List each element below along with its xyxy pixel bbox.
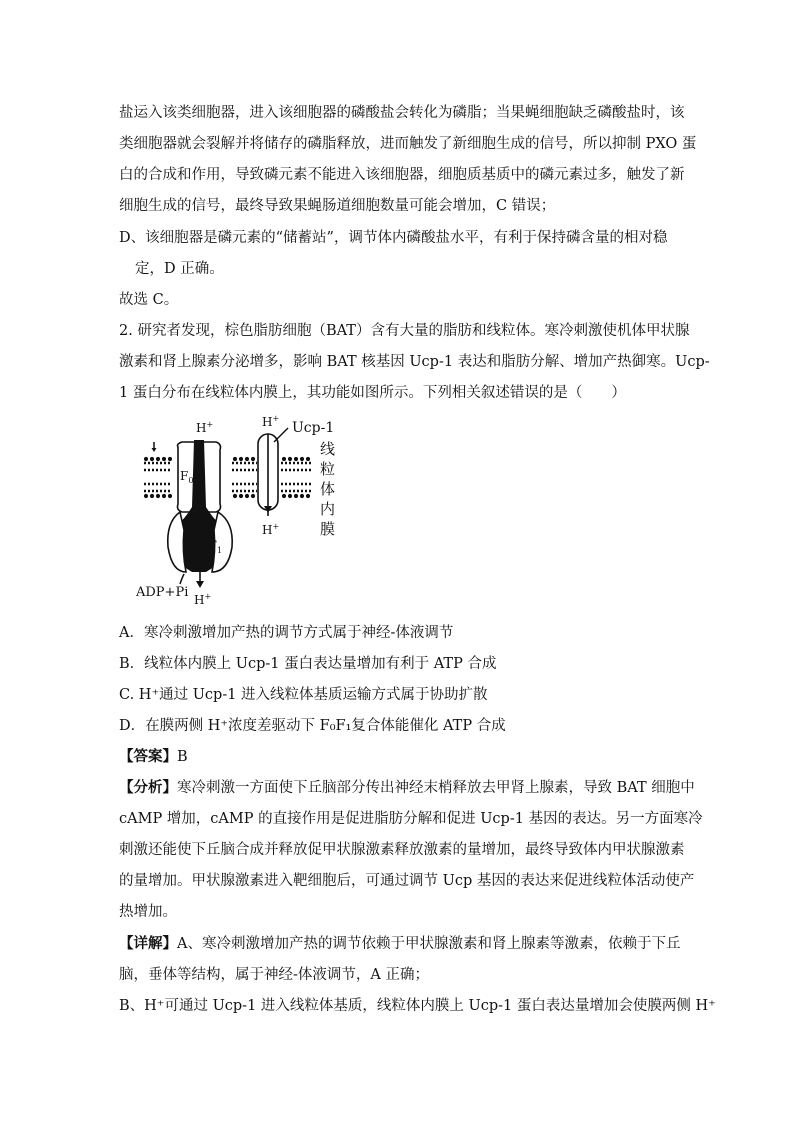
analysis-line-2: cAMP 增加，cAMP 的直接作用是促进脂肪分解和促进 Ucp-1 基因的表达。另一方面寒冷 bbox=[119, 811, 703, 827]
svg-text:体: 体 bbox=[320, 480, 336, 498]
analysis-line-4: 的量增加。甲状腺激素进入靶细胞后，可通过调节 Ucp 基因的表达来促进线粒体活动使产 bbox=[119, 873, 695, 889]
f0-label: $F_0$ bbox=[180, 469, 194, 485]
h-plus-bottom: H+ bbox=[194, 592, 212, 607]
option-a: A．寒冷刺激增加产热的调节方式属于神经-体液调节 bbox=[119, 625, 454, 641]
answer-tag: 【答案】 bbox=[119, 748, 177, 765]
para1-line-1: 盐运入该类细胞器，进入该细胞器的磷酸盐会转化为磷脂；当果蝇细胞缺乏磷酸盐时，该 bbox=[119, 105, 685, 121]
lipid-upper-right bbox=[281, 457, 312, 470]
lipid-lower-mid bbox=[232, 484, 257, 498]
h-plus-bottom-right: H+ bbox=[262, 522, 280, 537]
para1-line-2: 类细胞器就会裂解并将储存的磷脂释放，进而触发了新细胞生成的信号，所以抑制 PXO 蛋 bbox=[119, 136, 697, 152]
para1-line-4: 细胞生成的信号，最终导致果蝇肠道细胞数量可能会增加，C 错误； bbox=[119, 198, 556, 214]
mitochondria-membrane-figure bbox=[136, 412, 368, 608]
answer-line bbox=[119, 747, 188, 767]
adp-arrow bbox=[180, 574, 184, 584]
question2-line-3: 1 蛋白分布在线粒体内膜上，其功能如图所示。下列相关叙述错误的是（ ） bbox=[119, 385, 626, 401]
analysis-tag: 【分析】 bbox=[119, 779, 177, 796]
membrane-lipids bbox=[144, 457, 312, 497]
lipid-upper-left bbox=[144, 457, 172, 470]
h-plus-top-left: H+ bbox=[196, 420, 214, 435]
lipid-lower-right bbox=[281, 484, 312, 498]
svg-text:内: 内 bbox=[320, 500, 336, 518]
ucp1-pointer bbox=[274, 428, 288, 442]
ucp1-label: Ucp-1 bbox=[292, 420, 335, 436]
option-d-explanation-line-1: D、该细胞器是磷元素的“储蓄站”，调节体内磷酸盐水平，有利于保持磷含量的相对稳 bbox=[119, 230, 668, 246]
detail-tag: 【详解】 bbox=[119, 935, 177, 952]
detail-line-1: 【详解】A、寒冷刺激增加产热的调节依赖于甲状腺激素和肾上腺素等激素，依赖于下丘 bbox=[119, 935, 681, 952]
h-plus-top-right: H+ bbox=[262, 414, 280, 429]
option-b: B．线粒体内膜上 Ucp-1 蛋白表达量增加有利于 ATP 合成 bbox=[119, 656, 497, 672]
lipid-upper-mid bbox=[232, 457, 257, 470]
analysis-line-3: 刺激还能使下丘脑合成并释放促甲状腺激素释放激素的量增加，最终导致体内甲状腺激素 bbox=[119, 842, 685, 858]
option-d-explanation-line-2: 定，D 正确。 bbox=[135, 261, 224, 277]
f1-label: $F_1$ bbox=[208, 539, 223, 555]
lipid-lower-left bbox=[144, 484, 172, 498]
svg-text:膜: 膜 bbox=[320, 520, 336, 538]
para1-line-3: 白的合成和作用，导致磷元素不能进入该细胞器，细胞质基质中的磷元素过多，触发了新 bbox=[119, 167, 685, 183]
adp-pi-label: ADP+Pi bbox=[136, 585, 189, 600]
detail-line-2: 脑，垂体等结构，属于神经-体液调节，A 正确； bbox=[119, 967, 429, 983]
option-c: C. H⁺通过 Ucp-1 进入线粒体基质运输方式属于协助扩散 bbox=[119, 687, 488, 703]
option-d: D．在膜两侧 H⁺浓度差驱动下 F₀F₁复合体能催化 ATP 合成 bbox=[119, 718, 506, 734]
membrane-label bbox=[320, 440, 335, 538]
choose-line: 故选 C。 bbox=[119, 292, 179, 308]
question2-line-1: 2. 研究者发现，棕色脂肪细胞（BAT）含有大量的脂肪和线粒体。寒冷刺激使机体甲状腺 bbox=[119, 323, 690, 339]
detail-line-3: B、H⁺可通过 Ucp-1 进入线粒体基质，线粒体内膜上 Ucp-1 蛋白表达量增加会使膜两侧 H⁺ bbox=[119, 998, 716, 1014]
svg-text:粒: 粒 bbox=[320, 460, 336, 478]
analysis-line-5: 热增加。 bbox=[119, 904, 177, 920]
question2-line-2: 激素和肾上腺素分泌增多，影响 BAT 核基因 Ucp-1 表达和脂肪分解、增加产热御寒。Ucp- bbox=[119, 354, 710, 370]
svg-text:线: 线 bbox=[320, 440, 336, 458]
answer-value: B bbox=[177, 749, 188, 765]
analysis-line-1: 【分析】寒冷刺激一方面使下丘脑部分传出神经末梢释放去甲肾上腺素，导致 BAT 细胞中 bbox=[119, 779, 695, 796]
